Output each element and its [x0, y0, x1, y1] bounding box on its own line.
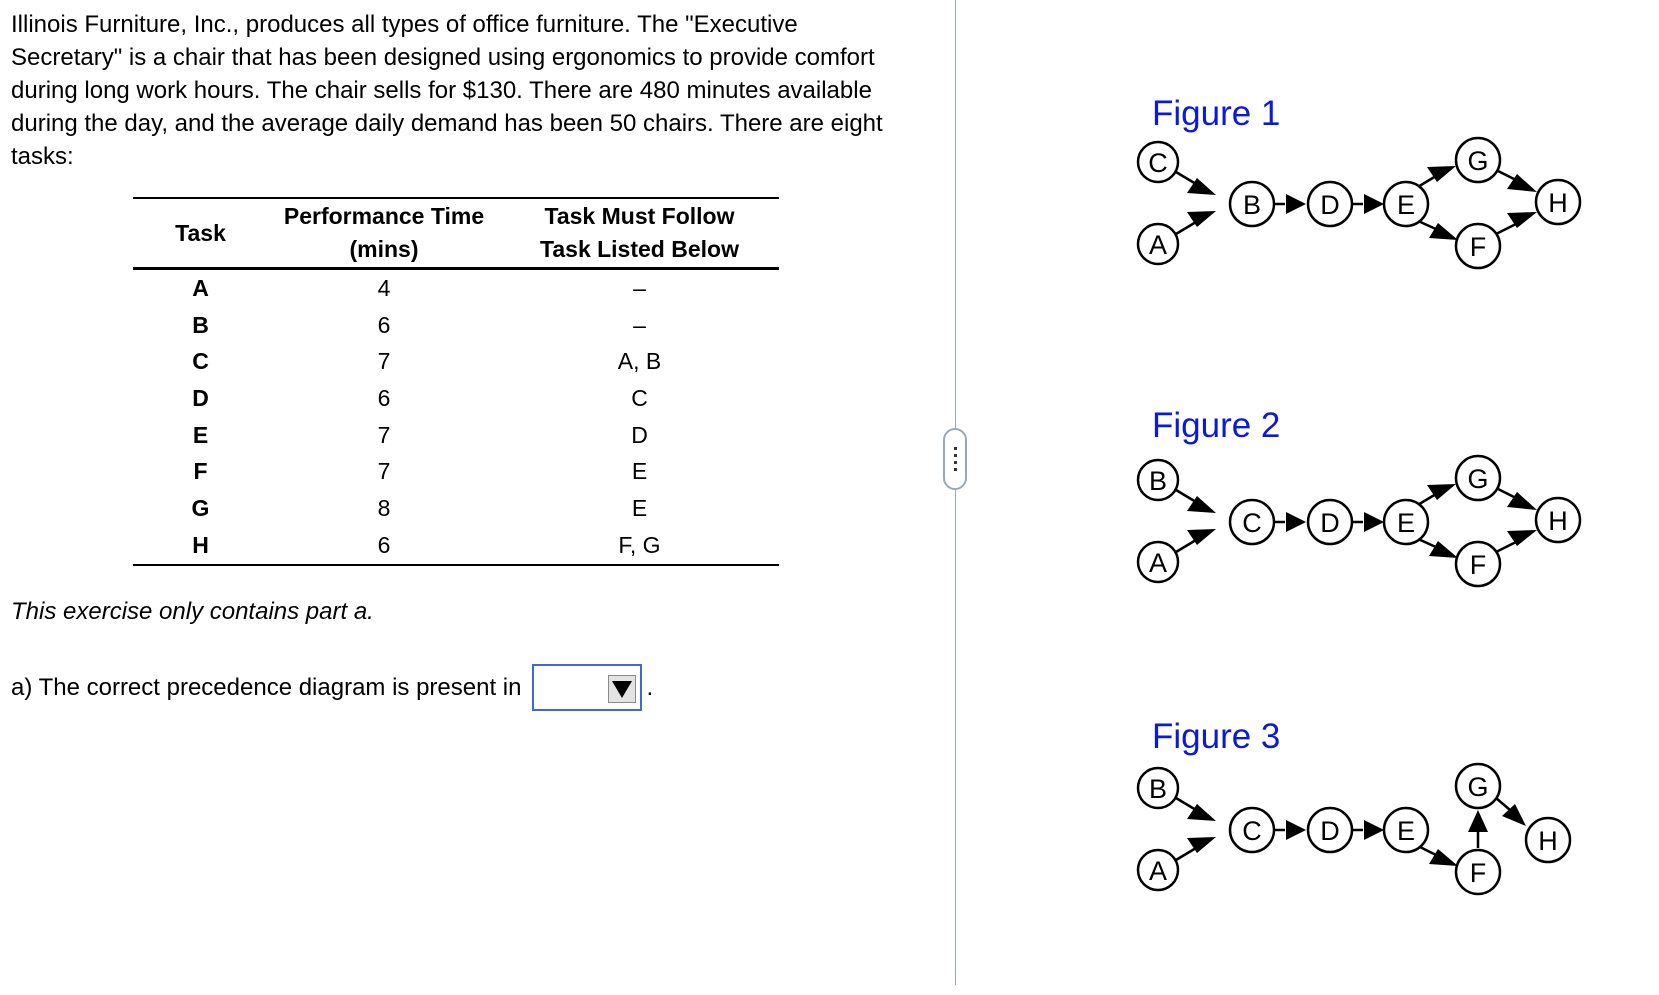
node-c [1230, 808, 1274, 852]
edge-c-b [1176, 172, 1196, 184]
edge-g-h [1496, 798, 1510, 810]
svg-text:A: A [1148, 548, 1168, 578]
svg-text:E: E [1396, 190, 1416, 220]
svg-text:C: C [1242, 508, 1262, 538]
figure-2-diagram [1140, 450, 1620, 580]
header-follow-label: Task Must Follow Task Listed Below [540, 203, 739, 262]
node-f [1456, 542, 1500, 586]
svg-text:F: F [1469, 550, 1487, 580]
figure-1-title: Figure 1 [1152, 94, 1281, 133]
time-cell: 6 [268, 527, 500, 565]
svg-text:D: D [1320, 190, 1340, 220]
node-g [1456, 764, 1500, 808]
svg-text:G: G [1467, 464, 1489, 494]
svg-text:D: D [1320, 508, 1340, 538]
node-e [1384, 808, 1428, 852]
node-c [1230, 500, 1274, 544]
arrowhead [1429, 223, 1458, 240]
time-cell: 7 [377, 421, 391, 448]
edge-f-h [1496, 542, 1516, 552]
time-cell: 6 [377, 311, 391, 338]
edge-g-h [1496, 488, 1516, 498]
node-g [1456, 138, 1500, 182]
node-b [1230, 182, 1274, 226]
node-f [1456, 850, 1500, 894]
time-cell: 6 [377, 384, 391, 411]
svg-text:A: A [1148, 856, 1168, 886]
time-cell: 4 [377, 274, 391, 301]
follow-cell: F, G [500, 527, 779, 565]
answer-dropdown[interactable] [532, 664, 642, 711]
node-d [1308, 808, 1352, 852]
node-f [1456, 224, 1500, 268]
question-period: . [646, 673, 654, 701]
triangle-down-icon [612, 681, 632, 698]
node-d [1308, 500, 1352, 544]
node-h [1536, 498, 1580, 542]
svg-text:A: A [1148, 230, 1168, 260]
question-text: a) The correct precedence diagram is present in [11, 673, 522, 701]
table-row [133, 343, 779, 380]
svg-text:G: G [1467, 772, 1489, 802]
task-cell: B [192, 311, 209, 338]
svg-text:H: H [1538, 826, 1558, 856]
header-time-label: Performance Time (mins) [283, 203, 485, 262]
arrowhead [1364, 820, 1384, 840]
node-e [1384, 182, 1428, 226]
grip-dot-icon [954, 454, 957, 457]
grip-dot-icon [954, 461, 957, 464]
follow-cell: D [631, 421, 648, 448]
node-e [1384, 500, 1428, 544]
edge-a-c [1176, 540, 1196, 552]
svg-text:B: B [1242, 190, 1262, 220]
table-row [133, 417, 779, 454]
dropdown-arrow-button[interactable] [608, 675, 636, 703]
table-row [133, 527, 779, 565]
table-header-row [133, 198, 779, 269]
figure-3-diagram [1140, 758, 1620, 888]
svg-text:E: E [1396, 508, 1416, 538]
task-cell: C [192, 348, 209, 375]
svg-text:E: E [1396, 816, 1416, 846]
header-task: Task [133, 198, 268, 269]
arrowhead [1364, 194, 1384, 214]
svg-text:C: C [1242, 816, 1262, 846]
node-b [1138, 460, 1178, 500]
svg-text:B: B [1148, 774, 1168, 804]
task-cell: E [192, 421, 209, 448]
time-cell: 7 [377, 458, 391, 485]
panel-resize-handle[interactable] [943, 428, 967, 490]
node-c [1138, 142, 1178, 182]
edge-g-h [1496, 170, 1516, 180]
table-row [133, 307, 779, 344]
task-cell: H [133, 527, 268, 565]
grip-dot-icon [954, 447, 957, 450]
figure-2-title: Figure 2 [1152, 406, 1281, 445]
arrowhead [1286, 820, 1306, 840]
task-table [133, 197, 779, 566]
task-cell: G [191, 494, 210, 521]
header-time [268, 198, 500, 269]
follow-cell: – [633, 274, 646, 301]
svg-text:H: H [1548, 188, 1568, 218]
follow-cell: A, B [617, 348, 662, 375]
node-h [1536, 180, 1580, 224]
svg-text:F: F [1469, 858, 1487, 888]
arrowhead [1429, 849, 1458, 866]
table-row [133, 380, 779, 417]
arrowhead [1468, 810, 1488, 832]
svg-text:G: G [1467, 146, 1489, 176]
node-b [1138, 768, 1178, 808]
svg-text:C: C [1148, 148, 1168, 178]
figure-1-diagram [1140, 132, 1620, 262]
question-a [11, 664, 653, 711]
figure-3-title: Figure 3 [1152, 717, 1281, 756]
grip-dot-icon [954, 468, 957, 471]
header-follow [500, 198, 779, 269]
edge-a-b [1176, 222, 1196, 234]
node-h [1526, 818, 1570, 862]
svg-text:D: D [1320, 816, 1340, 846]
table-row [133, 490, 779, 527]
task-cell: A [192, 274, 209, 301]
table-row [133, 269, 779, 307]
exercise-note: This exercise only contains part a. [11, 598, 374, 625]
task-cell: D [192, 384, 209, 411]
follow-cell: – [633, 311, 646, 338]
edge-b-c [1176, 798, 1196, 810]
svg-text:F: F [1469, 232, 1487, 262]
node-a [1138, 850, 1178, 890]
arrowhead [1364, 512, 1384, 532]
node-g [1456, 456, 1500, 500]
node-a [1138, 224, 1178, 264]
svg-text:H: H [1548, 506, 1568, 536]
edge-b-c [1176, 490, 1196, 502]
svg-text:B: B [1148, 466, 1168, 496]
time-cell: 8 [377, 494, 391, 521]
table-row [133, 453, 779, 490]
node-a [1138, 542, 1178, 582]
edge-a-c [1176, 848, 1196, 860]
arrowhead [1429, 541, 1458, 558]
panel-divider [955, 0, 956, 985]
arrowhead [1286, 512, 1306, 532]
arrowhead [1286, 194, 1306, 214]
node-d [1308, 182, 1352, 226]
follow-cell: E [631, 494, 648, 521]
task-cell: F [193, 458, 208, 485]
edge-f-h [1496, 224, 1516, 234]
follow-cell: E [631, 458, 648, 485]
follow-cell: C [631, 384, 648, 411]
time-cell: 7 [377, 348, 391, 375]
problem-intro: Illinois Furniture, Inc., produces all types of office furniture. The "Executive Secretary" is a chair that has been designed using ergonomics to provide comfort during long work hours. The chair sells for $130. There are 480 minutes available during the day, and the average daily demand has been 50 chairs. There are eight tasks: [11, 11, 883, 170]
